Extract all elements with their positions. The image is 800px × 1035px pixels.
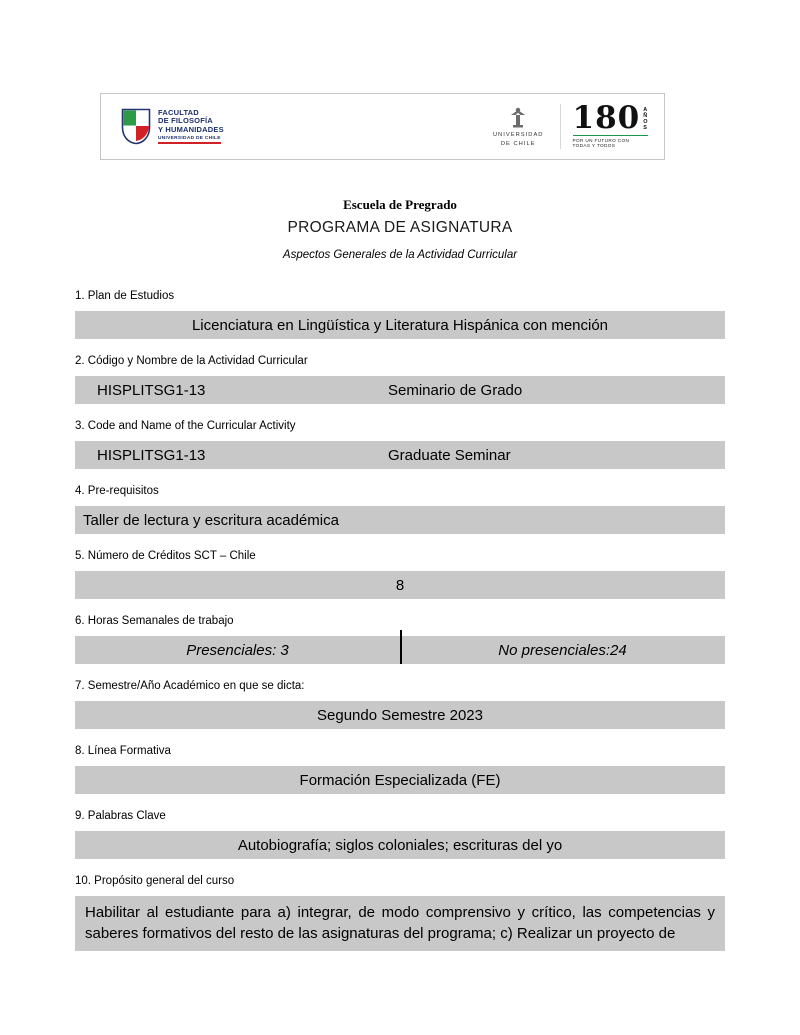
field-pre-requisitos [75,484,725,534]
facultad-line: FACULTAD [158,107,199,117]
anniversary-tagline [573,135,649,149]
course-name: Seminario de Grado [388,381,523,399]
field-value-bar [75,701,725,729]
uchile-emblem-icon [508,106,528,130]
field-horas-semanales [75,614,725,664]
field-codigo-nombre [75,354,725,404]
field-proposito-general [75,874,725,951]
field-value: Formación Especializada (FE) [299,771,501,789]
field-value: Autobiografía; siglos coloniales; escrituras del yo [237,836,563,854]
field-label: 10. Propósito general del curso [75,875,235,887]
anniversary-unit-letter: Ñ [643,113,648,120]
field-value-bar [75,506,725,534]
facultad-shield-icon [121,108,151,145]
facultad-logo-text [158,109,224,145]
horas-no-presenciales: No presenciales:24 [498,641,627,659]
field-value: 8 [395,576,405,594]
anniversary-unit-letter: O [643,119,648,126]
field-value: Segundo Semestre 2023 [317,706,483,724]
field-plan-de-estudios [75,289,725,339]
course-code: HISPLITSG1-13 [97,381,206,399]
anniversary-unit-letter: A [643,107,648,114]
field-value-bar [75,376,725,404]
field-linea-formativa [75,744,725,794]
facultad-sub-line: UNIVERSIDAD DE CHILE [158,136,221,144]
fields-section [75,289,725,966]
field-label: 8. Línea Formativa [75,745,171,757]
anniversary-unit-letter: S [643,125,648,132]
anniversary-180-logo [560,100,649,149]
uchile-logo-line: UNIVERSIDAD [492,131,544,138]
vertical-divider [400,630,402,664]
uchile-logo-line: DE CHILE [500,140,536,147]
field-label: 6. Horas Semanales de trabajo [75,615,234,627]
field-semestre [75,679,725,729]
anniversary-tagline-line: TODAS Y TODOS [572,143,616,149]
field-value-bar [75,571,725,599]
anniversary-row [572,100,649,137]
uchile-logo [493,106,544,148]
course-code: HISPLITSG1-13 [97,446,206,464]
field-code-name-english [75,419,725,469]
course-name: Graduate Seminar [388,446,511,464]
field-label: 7. Semestre/Año Académico en que se dicta: [75,680,305,692]
field-label: 9. Palabras Clave [75,810,166,822]
field-label: 3. Code and Name of the Curricular Activity [75,420,296,432]
field-label: 2. Código y Nombre de la Actividad Curricular [75,355,308,367]
facultad-line: DE FILOSOFÍA [158,116,213,126]
field-value-bar [75,441,725,469]
facultad-line: Y HUMANIDADES [158,124,224,134]
field-value-bar: Habilitar al estudiante para a) integrar, de modo comprensivo y crítico, las competencias y saberes formativos del resto de las asignaturas del programa; c) Realizar un proyecto de [75,896,725,951]
school-name: Escuela de Pregrado [343,197,457,212]
field-value: Taller de lectura y escritura académica [83,511,339,529]
field-creditos-sct [75,549,725,599]
facultad-logo [121,108,224,145]
field-value-bar [75,636,725,664]
field-label: 4. Pre-requisitos [75,485,159,497]
field-label: 5. Número de Créditos SCT – Chile [75,550,256,562]
anniversary-tagline-line: POR UN FUTURO CON [572,137,630,143]
field-value: Licenciatura en Lingüística y Literatura Hispánica con mención [191,316,609,334]
anniversary-unit [643,107,648,131]
field-palabras-clave [75,809,725,859]
field-label: 1. Plan de Estudios [75,290,175,302]
anniversary-number: 180 [572,100,641,137]
header-logo-box [100,93,665,160]
field-value-bar [75,766,725,794]
document-subtitle: Aspectos Generales de la Actividad Curricular [282,249,518,261]
document-title: PROGRAMA DE ASIGNATURA [287,219,513,236]
field-value-bar [75,311,725,339]
horas-presenciales: Presenciales: 3 [186,641,289,659]
field-value-bar [75,831,725,859]
university-logos [492,100,648,149]
